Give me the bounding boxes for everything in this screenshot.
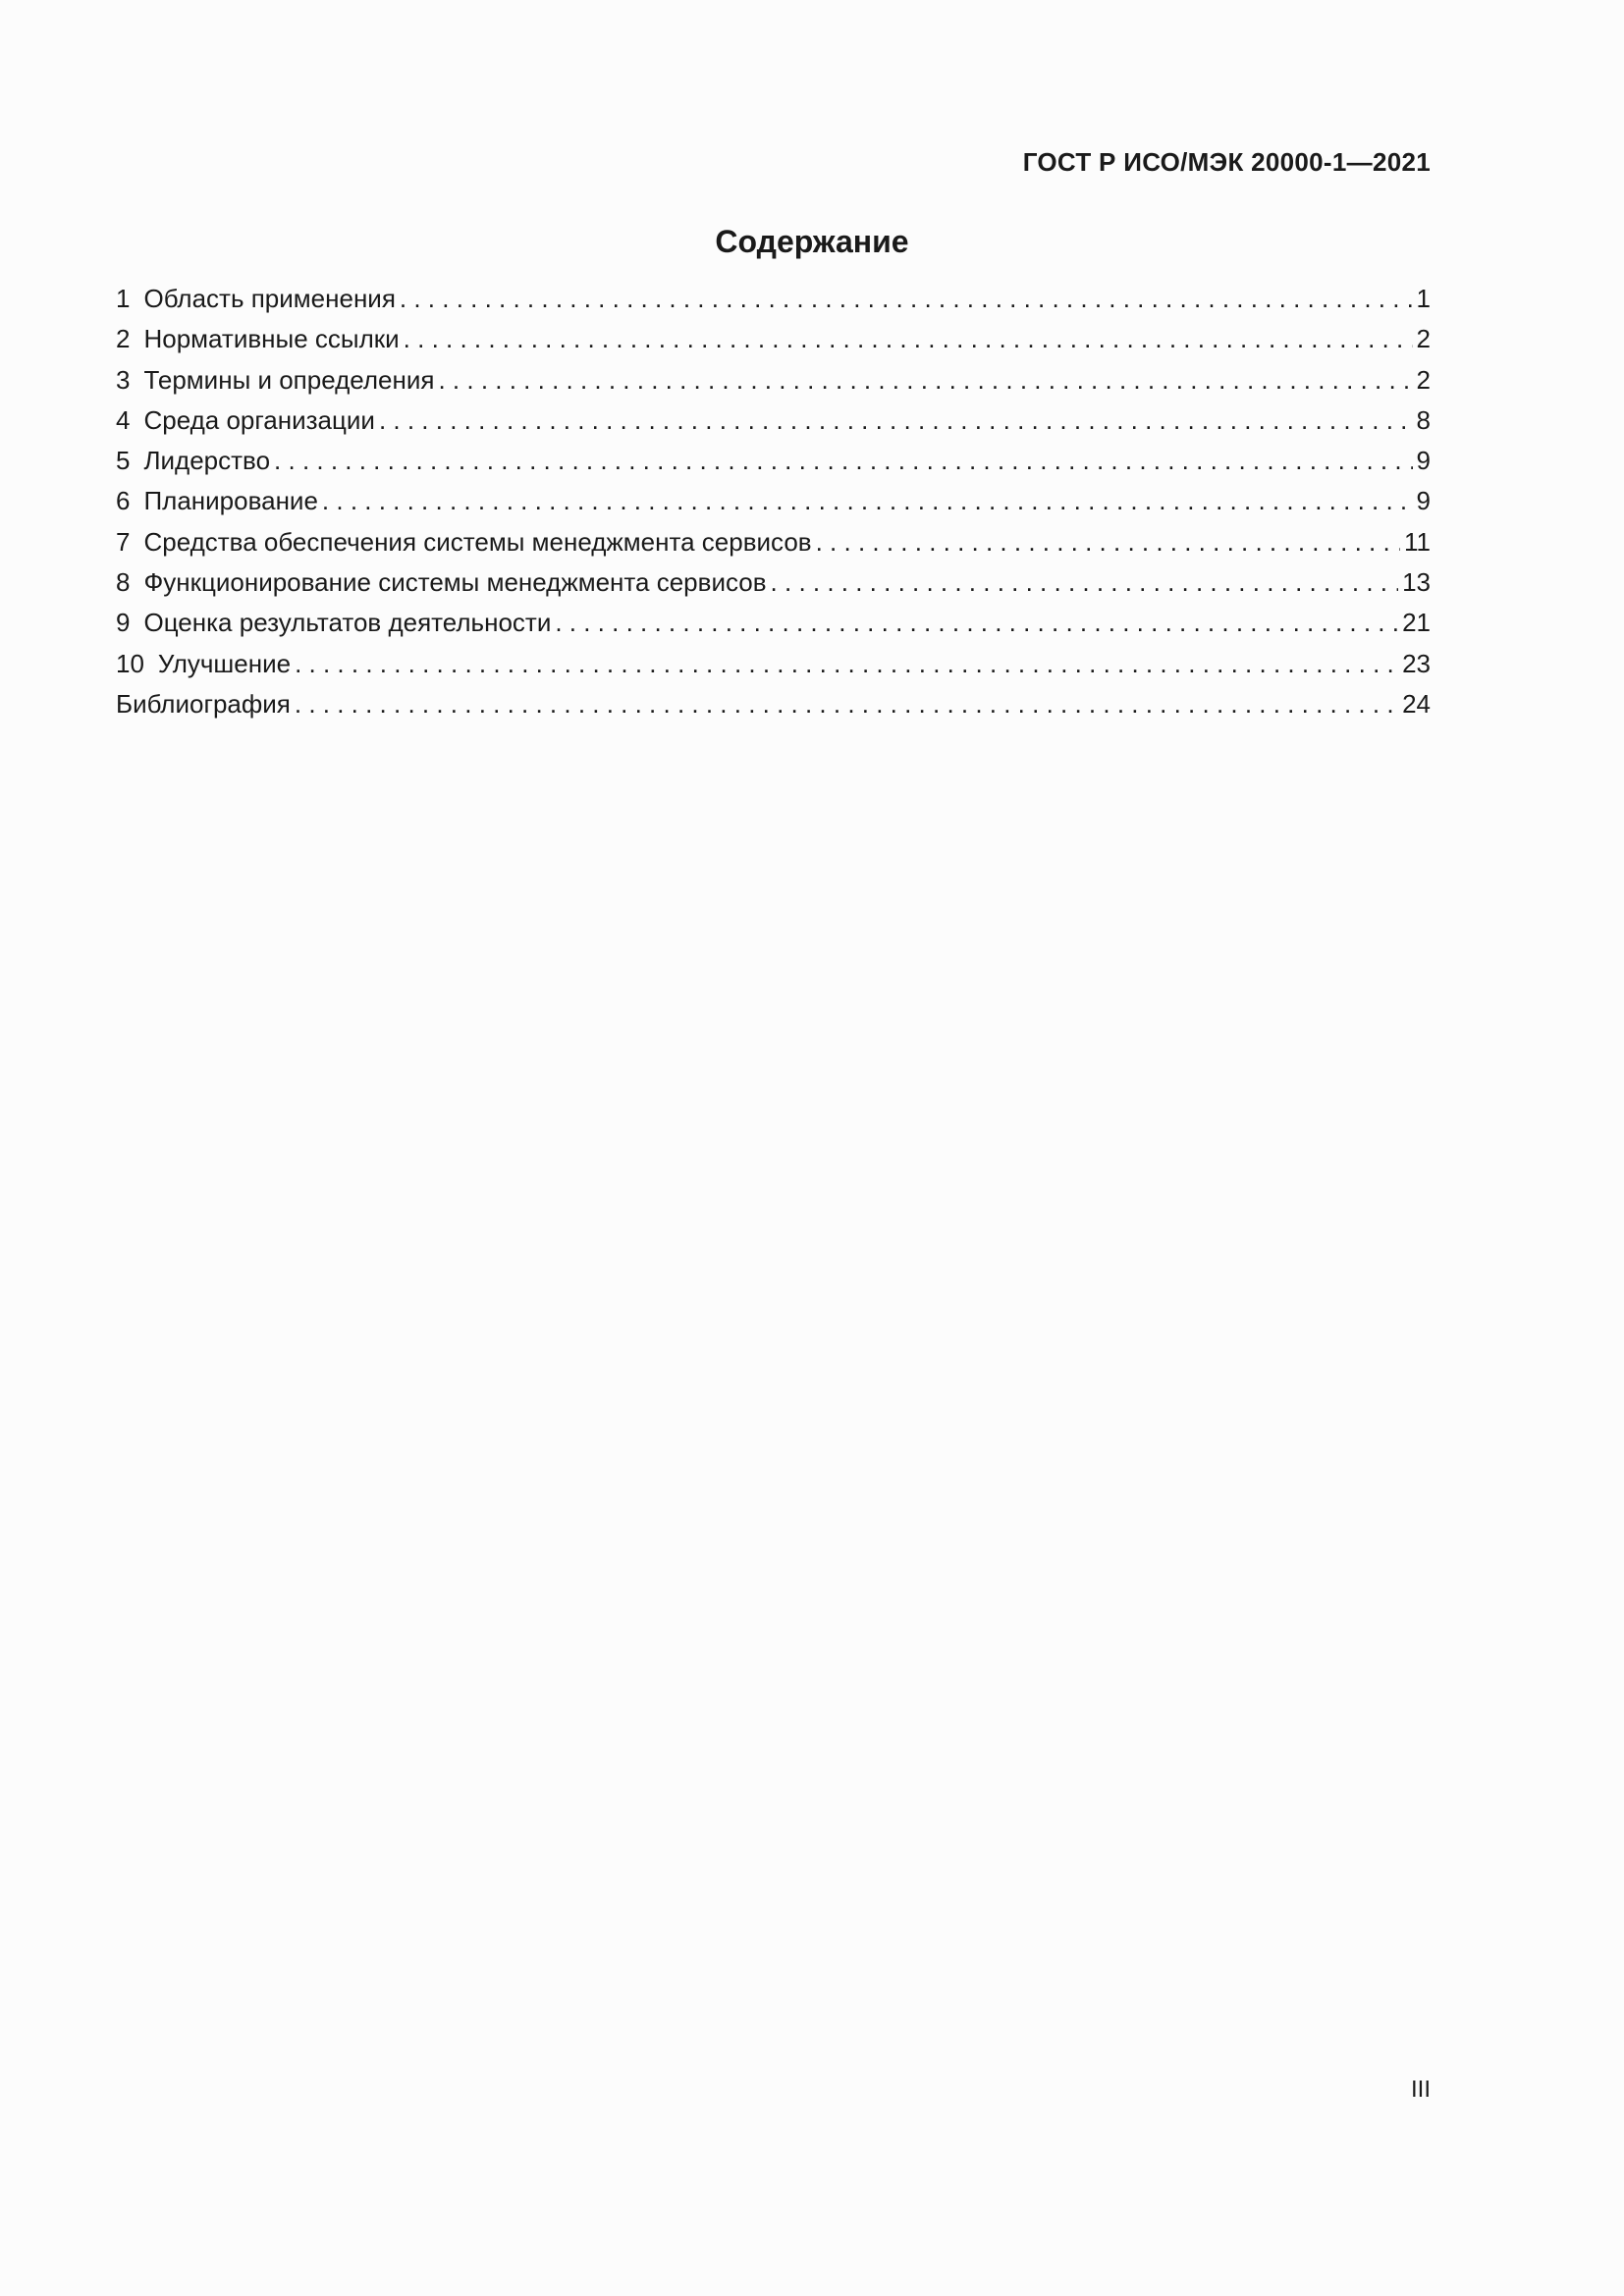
toc-entry[interactable]: [116, 608, 1431, 648]
toc-leader-dots: [771, 567, 1399, 598]
toc-entry-page: 11: [1404, 526, 1431, 557]
toc-entry-label: Нормативные ссылки: [143, 324, 400, 354]
toc-entry-number: 3: [116, 364, 131, 395]
toc-entry[interactable]: [116, 527, 1431, 567]
toc-title: Содержание: [715, 224, 909, 259]
toc-leader-dots: [295, 649, 1398, 679]
toc-entry[interactable]: [116, 365, 1431, 405]
table-of-contents: [116, 284, 1431, 729]
toc-entry-label: Термины и определения: [143, 364, 435, 395]
toc-entry-number: 5: [116, 446, 131, 476]
toc-entry[interactable]: [116, 324, 1431, 364]
toc-entry[interactable]: [116, 689, 1431, 729]
toc-entry-page: 9: [1416, 486, 1431, 516]
toc-entry[interactable]: [116, 284, 1431, 324]
toc-entry-page: 21: [1402, 608, 1431, 638]
toc-entry-number: 4: [116, 404, 131, 435]
toc-entry-page: 2: [1416, 364, 1431, 395]
toc-leader-dots: [274, 446, 1412, 476]
toc-entry-label: Функционирование системы менеджмента сервисов: [143, 567, 767, 598]
toc-leader-dots: [379, 405, 1413, 436]
toc-entry-label: Среда организации: [143, 404, 375, 435]
toc-entry-page: 8: [1416, 404, 1431, 435]
toc-entry-page: 2: [1416, 324, 1431, 354]
page-number: III: [1410, 2076, 1431, 2103]
toc-entry-label: Оценка результатов деятельности: [143, 608, 552, 638]
toc-entry-page: 1: [1416, 284, 1431, 313]
toc-entry[interactable]: [116, 567, 1431, 608]
toc-entry-number: 6: [116, 486, 131, 516]
toc-entry-label: Лидерство: [143, 446, 271, 476]
toc-entry-number: 9: [116, 608, 131, 638]
toc-entry-page: 13: [1402, 567, 1431, 598]
toc-entry-page: 24: [1402, 688, 1431, 719]
toc-entry-page: 9: [1416, 446, 1431, 476]
toc-entry[interactable]: [116, 405, 1431, 446]
toc-entry-label: Планирование: [143, 486, 318, 516]
toc-entry[interactable]: [116, 649, 1431, 689]
toc-leader-dots: [295, 689, 1398, 720]
toc-entry-number: 10: [116, 648, 144, 678]
toc-leader-dots: [438, 365, 1412, 396]
toc-entry-label: Область применения: [143, 284, 396, 313]
toc-entry-label: Средства обеспечения системы менеджмента сервисов: [143, 526, 812, 557]
toc-leader-dots: [322, 486, 1413, 516]
toc-entry-number: 8: [116, 567, 131, 598]
toc-entry-number: 2: [116, 324, 131, 354]
toc-entry-number: 7: [116, 526, 131, 557]
toc-entry-page: 23: [1402, 648, 1431, 678]
toc-leader-dots: [555, 608, 1398, 638]
document-code: ГОСТ Р ИСО/МЭК 20000-1—2021: [1022, 147, 1431, 177]
toc-leader-dots: [404, 324, 1413, 354]
toc-leader-dots: [400, 284, 1413, 314]
toc-entry-label: Улучшение: [157, 648, 292, 678]
toc-entry[interactable]: [116, 446, 1431, 486]
toc-entry-number: 1: [116, 284, 131, 313]
toc-leader-dots: [816, 527, 1400, 558]
toc-entry[interactable]: [116, 486, 1431, 526]
toc-entry-label: Библиография: [116, 688, 291, 719]
